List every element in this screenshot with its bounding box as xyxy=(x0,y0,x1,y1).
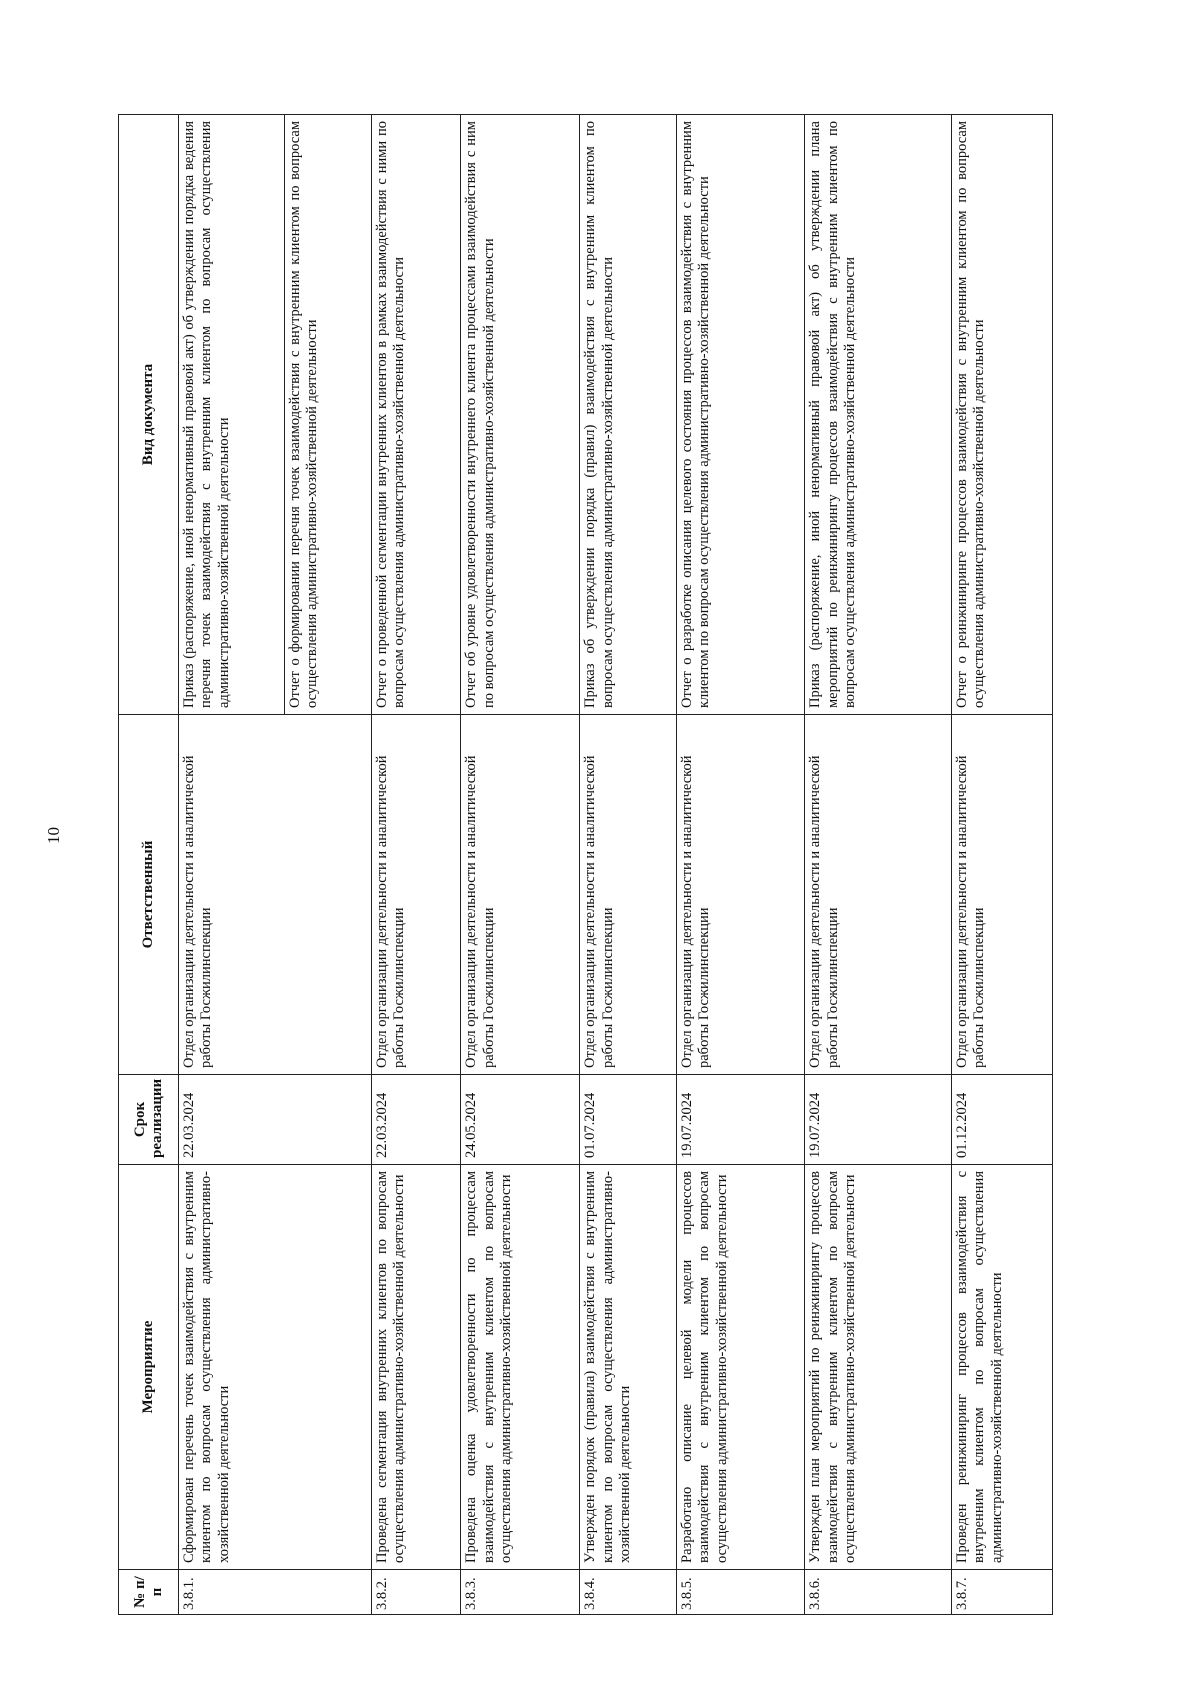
table-row xyxy=(676,115,804,1615)
row-document: Отчет о разработке описания целевого состояния процессов взаимодействия с внутренним клиентом по вопросам осуществления административно-хозяйственной деятельности xyxy=(676,115,804,715)
row-num: 3.8.4. xyxy=(580,1570,676,1615)
table-header-row xyxy=(119,115,179,1615)
row-num: 3.8.5. xyxy=(676,1570,804,1615)
row-term: 19.07.2024 xyxy=(805,1075,952,1165)
row-document: Отчет о реинжиниринге процессов взаимодействия с внутренним клиентом по вопросам осуществления административно-хозяйственной деятельности xyxy=(952,115,1053,715)
table-row xyxy=(580,115,676,1615)
row-term: 19.07.2024 xyxy=(676,1075,804,1165)
row-activity: Утвержден план мероприятий по реинжинирингу процессов взаимодействия с внутренним клиентом по вопросам осуществления административно-хозяйственной деятельности xyxy=(805,1165,952,1570)
table-row xyxy=(371,115,460,1615)
row-responsible: Отдел организации деятельности и аналитической работы Госжилинспекции xyxy=(371,715,460,1075)
row-responsible: Отдел организации деятельности и аналитической работы Госжилинспекции xyxy=(805,715,952,1075)
header-document: Вид документа xyxy=(119,115,179,715)
header-activity: Мероприятие xyxy=(119,1165,179,1570)
header-term: Срок реализации xyxy=(119,1075,179,1165)
row-document: Приказ (распоряжение, иной ненормативный правовой акт) об утверждении плана мероприятий по реинжинирингу процессов взаимодействия с внутренним клиентом по вопросам осуществления административно-хозяйственной деятельности xyxy=(805,115,952,715)
row-num: 3.8.6. xyxy=(805,1570,952,1615)
header-num: № п/п xyxy=(119,1570,179,1615)
row-responsible: Отдел организации деятельности и аналитической работы Госжилинспекции xyxy=(580,715,676,1075)
table-row xyxy=(952,115,1053,1615)
row-responsible: Отдел организации деятельности и аналитической работы Госжилинспекции xyxy=(952,715,1053,1075)
row-term: 01.12.2024 xyxy=(952,1075,1053,1165)
row-responsible: Отдел организации деятельности и аналитической работы Госжилинспекции xyxy=(461,715,580,1075)
header-responsible: Ответственный xyxy=(119,715,179,1075)
page-number: 10 xyxy=(44,827,63,844)
activity-table xyxy=(118,114,1053,1615)
table-row xyxy=(805,115,952,1615)
row-num: 3.8.2. xyxy=(371,1570,460,1615)
row-document: Отчет о формировании перечня точек взаимодействия с внутренним клиентом по вопросам осуществления административно-хозяйственной деятельности xyxy=(284,115,371,715)
row-term: 01.07.2024 xyxy=(580,1075,676,1165)
row-activity: Проведен реинжиниринг процессов взаимодействия с внутренним клиентом по вопросам осуществления административно-хозяйственной деятельности xyxy=(952,1165,1053,1570)
rotated-page-content xyxy=(118,115,1053,1615)
row-responsible: Отдел организации деятельности и аналитической работы Госжилинспекции xyxy=(676,715,804,1075)
row-num: 3.8.1. xyxy=(179,1570,372,1615)
row-responsible: Отдел организации деятельности и аналитической работы Госжилинспекции xyxy=(179,715,372,1075)
row-num: 3.8.3. xyxy=(461,1570,580,1615)
row-activity: Сформирован перечень точек взаимодействия с внутренним клиентом по вопросам осуществления административно-хозяйственной деятельности xyxy=(179,1165,372,1570)
row-activity: Проведена оценка удовлетворенности по процессам взаимодействия с внутренним клиентом по вопросам осуществления административно-хозяйственной деятельности xyxy=(461,1165,580,1570)
row-activity: Разработано описание целевой модели процессов взаимодействия с внутренним клиентом по вопросам осуществления административно-хозяйственной деятельности xyxy=(676,1165,804,1570)
row-term: 24.05.2024 xyxy=(461,1075,580,1165)
row-document: Отчет об уровне удовлетворенности внутреннего клиента процессами взаимодействия с ним по вопросам осуществления административно-хозяйственной деятельности xyxy=(461,115,580,715)
row-term: 22.03.2024 xyxy=(179,1075,372,1165)
row-activity: Утвержден порядок (правила) взаимодействия с внутренним клиентом по вопросам осуществления административно-хозяйственной деятельности xyxy=(580,1165,676,1570)
table-row xyxy=(461,115,580,1615)
row-document: Отчет о проведенной сегментации внутренних клиентов в рамках взаимодействия с ними по вопросам осуществления административно-хозяйственной деятельности xyxy=(371,115,460,715)
row-num: 3.8.7. xyxy=(952,1570,1053,1615)
row-activity: Проведена сегментация внутренних клиентов по вопросам осуществления административно-хозяйственной деятельности xyxy=(371,1165,460,1570)
row-document: Приказ об утверждении порядка (правил) взаимодействия с внутренним клиентом по вопросам осуществления административно-хозяйственной деятельности xyxy=(580,115,676,715)
row-term: 22.03.2024 xyxy=(371,1075,460,1165)
table-row xyxy=(179,115,285,1615)
row-document: Приказ (распоряжение, иной ненормативный правовой акт) об утверждении порядка ведения перечня точек взаимодействия с внутренним клиентом по вопросам осуществления административно-хозяйственной деятельности xyxy=(179,115,285,715)
